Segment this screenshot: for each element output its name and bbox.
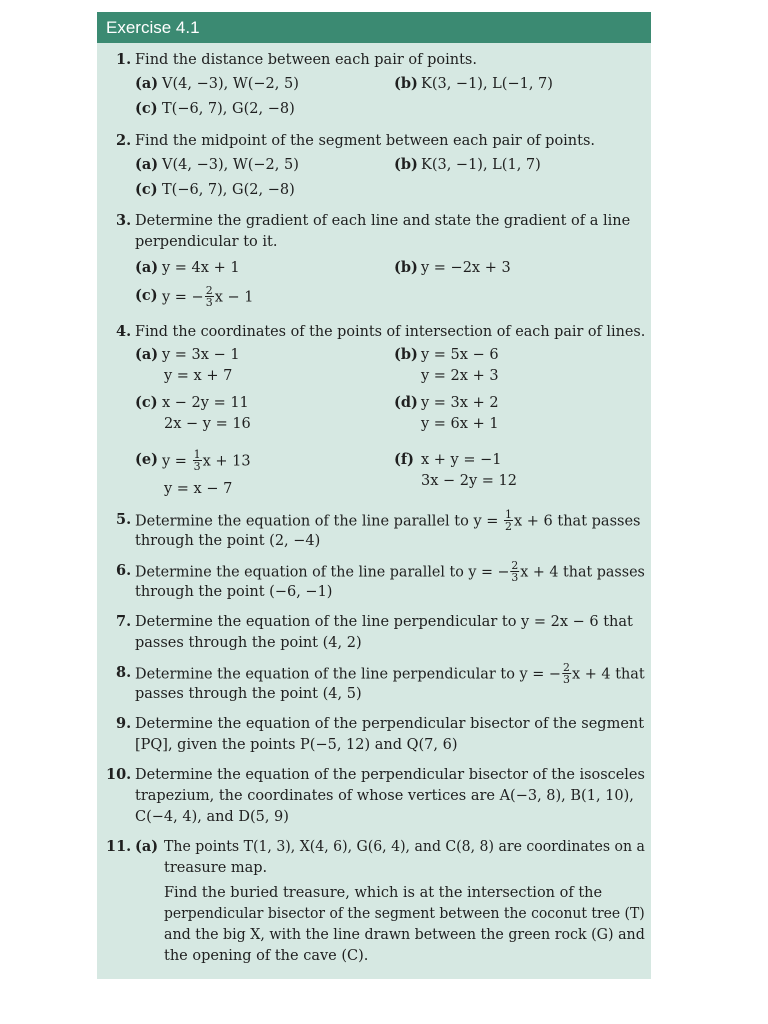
fraction-denominator: 3 bbox=[563, 673, 571, 686]
part-text: T(−6, 7), G(2, −8) bbox=[162, 101, 295, 117]
part-text: x − 2y = 11 bbox=[162, 395, 249, 411]
question-text: [PQ], given the points P(−5, 12) and Q(7, 6) bbox=[135, 737, 458, 753]
fraction-denominator: 3 bbox=[511, 571, 519, 584]
part-text bbox=[162, 286, 254, 309]
question-number: 7. bbox=[116, 613, 132, 630]
question-number: 3. bbox=[116, 212, 132, 229]
question-number: 9. bbox=[116, 715, 132, 732]
part-text: y = 5x − 6 bbox=[421, 347, 499, 363]
question-number: 10. bbox=[106, 766, 132, 783]
equation-prefix: y = − bbox=[162, 289, 204, 306]
part-label: (a) bbox=[135, 838, 159, 855]
part-text: y = 3x + 2 bbox=[421, 395, 499, 411]
part-text: x + y = −1 bbox=[421, 452, 502, 468]
question-text: Find the distance between each pair of points. bbox=[135, 52, 477, 68]
question-text: through the point (−6, −1) bbox=[135, 584, 333, 600]
part-label: (d) bbox=[394, 394, 418, 411]
question-number: 11. bbox=[106, 838, 132, 855]
question-text: Find the buried treasure, which is at the intersection of the bbox=[164, 885, 603, 901]
part-label: (c) bbox=[135, 181, 158, 198]
question-text: passes through the point (4, 2) bbox=[135, 635, 362, 651]
part-text: 2x − y = 16 bbox=[164, 416, 251, 432]
part-label: (b) bbox=[394, 259, 418, 276]
question-number: 5. bbox=[116, 511, 132, 528]
fraction bbox=[562, 662, 571, 685]
fraction-numerator: 2 bbox=[511, 559, 519, 572]
part-text: V(4, −3), W(−2, 5) bbox=[162, 157, 299, 173]
part-text: y = 3x − 1 bbox=[162, 347, 240, 363]
part-label: (c) bbox=[135, 394, 158, 411]
question-text: through the point (2, −4) bbox=[135, 533, 321, 549]
exercise-title: Exercise 4.1 bbox=[97, 12, 651, 43]
question-number: 4. bbox=[116, 323, 132, 340]
question-text: Find the coordinates of the points of intersection of each pair of lines. bbox=[135, 324, 646, 340]
fraction-denominator: 2 bbox=[505, 520, 513, 533]
question-text: Determine the equation of the perpendicular bisector of the isosceles bbox=[135, 767, 645, 783]
part-label: (c) bbox=[135, 287, 158, 304]
question-text: the opening of the cave (C). bbox=[164, 948, 369, 964]
part-label: (a) bbox=[135, 75, 159, 92]
part-label: (b) bbox=[394, 346, 418, 363]
question-text: Determine the equation of the line perpendicular to y = 2x − 6 that bbox=[135, 614, 633, 630]
fraction bbox=[193, 449, 202, 472]
question-text: Determine the equation of the perpendicular bisector of the segment bbox=[135, 716, 645, 732]
question-text: Determine the gradient of each line and state the gradient of a line bbox=[135, 213, 631, 229]
part-label: (b) bbox=[394, 156, 418, 173]
part-text: K(3, −1), L(−1, 7) bbox=[421, 76, 553, 92]
question-text: passes through the point (4, 5) bbox=[135, 686, 362, 702]
question-text: treasure map. bbox=[164, 860, 268, 876]
fraction-numerator: 1 bbox=[505, 508, 513, 521]
question-text: The points T(1, 3), X(4, 6), G(6, 4), and C(8, 8) are coordinates on a bbox=[164, 839, 645, 855]
fraction-numerator: 1 bbox=[193, 448, 201, 461]
part-text: y = 4x + 1 bbox=[162, 260, 240, 276]
question-text: Find the midpoint of the segment between each pair of points. bbox=[135, 133, 596, 149]
fraction-numerator: 2 bbox=[563, 661, 571, 674]
fraction bbox=[510, 560, 519, 583]
question-text: perpendicular to it. bbox=[135, 234, 278, 250]
question-text bbox=[135, 663, 645, 686]
fraction-denominator: 3 bbox=[193, 460, 201, 473]
part-text: V(4, −3), W(−2, 5) bbox=[162, 76, 299, 92]
part-label: (c) bbox=[135, 100, 158, 117]
question-text bbox=[135, 510, 640, 533]
fraction-denominator: 3 bbox=[205, 296, 213, 309]
part-label: (e) bbox=[135, 451, 158, 468]
part-label: (a) bbox=[135, 346, 159, 363]
question-number: 8. bbox=[116, 664, 132, 681]
equation-suffix: x − 1 bbox=[214, 289, 254, 306]
part-text: y = x − 7 bbox=[164, 481, 233, 497]
fraction-numerator: 2 bbox=[205, 284, 213, 297]
question-number: 1. bbox=[116, 51, 132, 68]
part-text: K(3, −1), L(1, 7) bbox=[421, 157, 541, 173]
part-label: (b) bbox=[394, 75, 418, 92]
part-text: y = 2x + 3 bbox=[421, 368, 499, 384]
question-text: perpendicular bisector of the segment between the coconut tree (T) bbox=[164, 906, 645, 922]
question-text: and the big X, with the line drawn between the green rock (G) and bbox=[164, 927, 645, 943]
question-text-start: Determine the equation of the line parallel to y = − bbox=[135, 564, 510, 581]
fraction bbox=[205, 285, 214, 308]
part-label: (a) bbox=[135, 259, 159, 276]
question-text-end: x + 4 that passes bbox=[520, 564, 645, 581]
part-label: (a) bbox=[135, 156, 159, 173]
fraction bbox=[504, 509, 513, 532]
part-text: T(−6, 7), G(2, −8) bbox=[162, 182, 295, 198]
question-text bbox=[135, 561, 645, 584]
part-label: (f) bbox=[394, 451, 414, 468]
equation-suffix: x + 13 bbox=[202, 453, 251, 470]
part-text bbox=[162, 450, 251, 473]
question-text-start: Determine the equation of the line perpendicular to y = − bbox=[135, 666, 562, 683]
question-text: C(−4, 4), and D(5, 9) bbox=[135, 809, 289, 825]
question-text-end: x + 4 that bbox=[571, 666, 645, 683]
question-number: 6. bbox=[116, 562, 132, 579]
part-text: y = −2x + 3 bbox=[421, 260, 511, 276]
question-text-start: Determine the equation of the line parallel to y = bbox=[135, 513, 504, 530]
question-text-end: x + 6 that passes bbox=[514, 513, 641, 530]
part-text: 3x − 2y = 12 bbox=[421, 473, 518, 489]
part-text: y = x + 7 bbox=[164, 368, 233, 384]
part-text: y = 6x + 1 bbox=[421, 416, 499, 432]
question-number: 2. bbox=[116, 132, 132, 149]
equation-prefix: y = bbox=[162, 453, 192, 470]
question-text: trapezium, the coordinates of whose vertices are A(−3, 8), B(1, 10), bbox=[135, 788, 634, 804]
